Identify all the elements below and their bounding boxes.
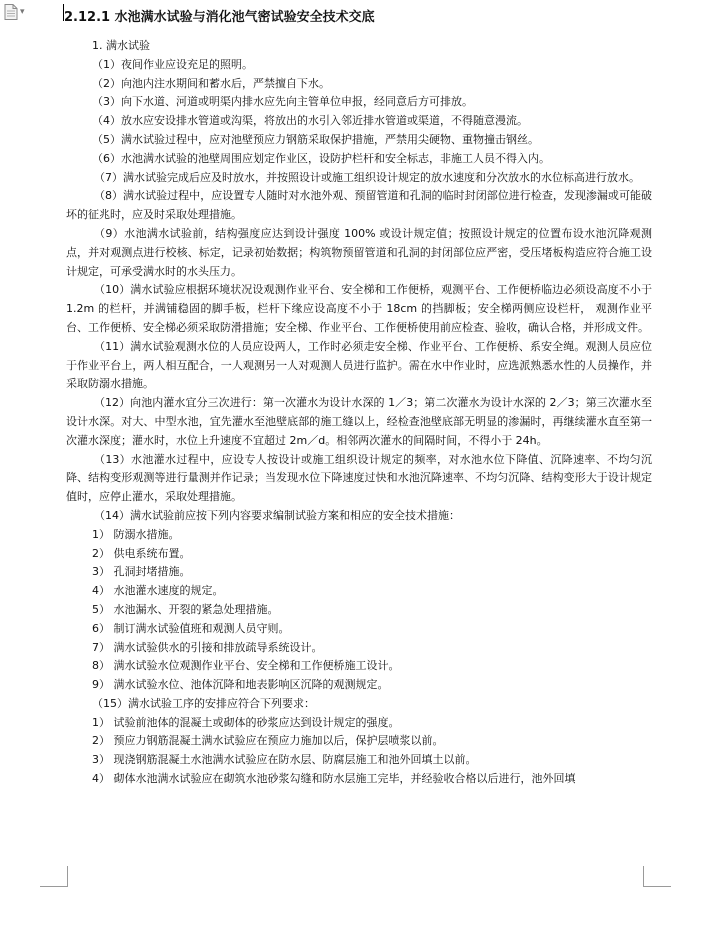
paragraph: 4） 砌体水池满水试验应在砌筑水池砂浆勾缝和防水层施工完毕，并经验收合格以后进行，池外回填 bbox=[92, 772, 576, 786]
paragraph: （8）满水试验过程中，应设置专人随时对水池外观、预留管道和孔洞的临时封闭部位进行检查，发现渗漏或可能破坏的征兆时，应及时采取处理措施。 bbox=[66, 189, 652, 222]
document-outline-toggle[interactable] bbox=[4, 4, 25, 20]
paragraph: 2） 预应力钢筋混凝土满水试验应在预应力施加以后，保护层喷浆以前。 bbox=[92, 734, 444, 748]
document-body bbox=[66, 37, 652, 789]
paragraph: 4） 水池灌水速度的规定。 bbox=[92, 584, 224, 598]
paragraph: 6） 制订满水试验值班和观测人员守则。 bbox=[92, 621, 290, 635]
paragraph: （15）满水试验工序的安排应符合下列要求： bbox=[92, 696, 315, 710]
paragraph: （1）夜间作业应设充足的照明。 bbox=[92, 57, 253, 71]
paragraph: 1） 防溺水措施。 bbox=[92, 527, 180, 541]
paragraph: 1. 满水试验 bbox=[92, 39, 150, 52]
section-heading: 2.12.1 水池满水试验与消化池气密试验安全技术交底 bbox=[64, 10, 375, 25]
paragraph: 3） 现浇钢筋混凝土水池满水试验应在防水层、防腐层施工和池外回填土以前。 bbox=[92, 753, 477, 767]
paragraph: （7）满水试验完成后应及时放水，并按照设计或施工组织设计规定的放水速度和分次放水的水位标高进行放水。 bbox=[94, 170, 640, 184]
paragraph: （6）水池满水试验的池壁周围应划定作业区，设防护栏杆和安全标志，非施工人员不得入内。 bbox=[92, 151, 550, 165]
paragraph: 7） 满水试验供水的引接和排放疏导系统设计。 bbox=[92, 640, 323, 654]
paragraph: （14）满水试验前应按下列内容要求编制试验方案和相应的安全技术措施： bbox=[94, 508, 460, 522]
paragraph: （2）向池内注水期间和蓄水后，严禁擅自下水。 bbox=[92, 76, 330, 90]
paragraph: 9） 满水试验水位、池体沉降和地表影响区沉降的观测规定。 bbox=[92, 678, 389, 692]
paragraph: 5） 水池漏水、开裂的紧急处理措施。 bbox=[92, 602, 279, 616]
paragraph: （13）水池灌水过程中，应设专人按设计或施工组织设计规定的频率，对水池水位下降值、沉降速率、不均匀沉降、结构变形观测等进行量测并作记录；当发现水位下降速度过快和水池沉降速率、不均匀沉降、结构变形大于设计规定值时，应停止灌水，采取处理措施。 bbox=[66, 452, 652, 504]
paragraph: （12）向池内灌水宜分三次进行：第一次灌水为设计水深的 1／3；第二次灌水为设计水深的 2／3；第三次灌水至设计水深。对大、中型水池，宜先灌水至池壁底部的施工缝以上，经检查池壁底部无明显的渗漏时，再继续灌水直至第一次灌水深度；灌水时，水位上升速度不宜超过 2m／d。相邻两次灌水的间隔时间，不得小于 24h。 bbox=[66, 396, 652, 447]
paragraph: （4）放水应安设排水管道或沟渠，将放出的水引入邻近排水管道或渠道，不得随意漫流。 bbox=[92, 114, 528, 128]
page-corner-mark-left bbox=[40, 866, 68, 887]
paragraph: 2） 供电系统布置。 bbox=[92, 546, 191, 560]
paragraph: 3） 孔洞封堵措施。 bbox=[92, 565, 191, 579]
paragraph: （11）满水试验观测水位的人员应设两人，工作时必须走安全梯、作业平台、工作便桥、系安全绳。观测人员应位于作业平台上，两人相互配合，一人观测另一人对观测人员进行监护。需在水中作业时，应选派熟悉水性的人员操作，并采取防溺水措施。 bbox=[66, 339, 652, 391]
document-icon bbox=[4, 4, 18, 20]
paragraph: 8） 满水试验水位观测作业平台、安全梯和工作便桥施工设计。 bbox=[92, 659, 400, 673]
paragraph: （5）满水试验过程中，应对池壁预应力钢筋采取保护措施，严禁用尖硬物、重物撞击钢丝。 bbox=[92, 132, 539, 146]
paragraph: （10）满水试验应根据环境状况设观测作业平台、安全梯和工作便桥，观测平台、工作便桥临边必须设高度不小于 1.2m 的栏杆，并满铺稳固的脚手板，栏杆下缘应设高度不小于 18cm 的挡脚板；安全梯两侧应设栏杆， 观测作业平台、工作便桥、安全梯必须采取防滑措施；安全梯、作业平台、工作便桥使用前应检查、验收，确认合格，并形成文件。 bbox=[66, 283, 652, 334]
paragraph: 1） 试验前池体的混凝土或砌体的砂浆应达到设计规定的强度。 bbox=[92, 715, 400, 729]
paragraph: （3）向下水道、河道或明渠内排水应先向主管单位申报，经同意后方可排放。 bbox=[92, 95, 473, 109]
chevron-down-icon: ▾ bbox=[20, 6, 25, 17]
page-corner-mark-right bbox=[643, 866, 671, 887]
paragraph: （9）水池满水试验前，结构强度应达到设计强度 100% 或设计规定值；按照设计规定的位置布设水池沉降观测点，并对观测点进行校核、标定，记录初始数据；构筑物预留管道和孔洞的封闭部位应严密，受压堵板构造应符合施工设计规定，可承受满水时的水头压力。 bbox=[66, 226, 652, 278]
